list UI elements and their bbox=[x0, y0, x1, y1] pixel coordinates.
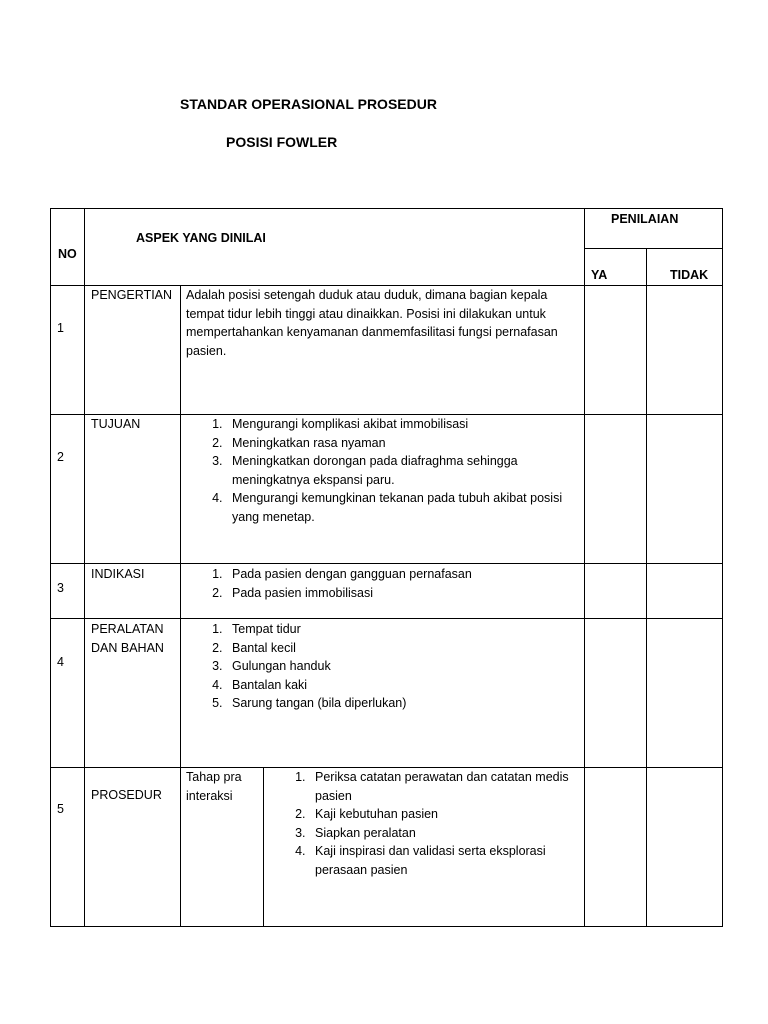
col-divider-no bbox=[84, 208, 85, 927]
list-item: 2. Meningkatkan rasa nyaman bbox=[226, 434, 571, 453]
row-aspect-label: PENGERTIAN bbox=[91, 288, 173, 302]
table-border-right bbox=[722, 208, 723, 927]
header-aspek: ASPEK YANG DINILAI bbox=[136, 231, 266, 245]
row-aspect-label: INDIKASI bbox=[91, 567, 145, 581]
header-divider-penilaian bbox=[584, 248, 723, 249]
list-item: 5. Sarung tangan (bila diperlukan) bbox=[226, 694, 571, 713]
list-item: 4. Kaji inspirasi dan validasi serta eksplorasi perasaan pasien bbox=[309, 842, 594, 879]
row-number: 4 bbox=[57, 655, 64, 669]
list-item: 3. Siapkan peralatan bbox=[309, 824, 594, 843]
list-item: 1. Periksa catatan perawatan dan catatan medis pasien bbox=[309, 768, 594, 805]
indication-list bbox=[204, 565, 571, 602]
list-item: 3. Meningkatkan dorongan pada diafraghma sehingga meningkatnya ekspansi paru. bbox=[226, 452, 571, 489]
document-subtitle: POSISI FOWLER bbox=[226, 134, 338, 150]
list-item: 4. Bantalan kaki bbox=[226, 676, 571, 695]
list-item: 2. Kaji kebutuhan pasien bbox=[309, 805, 594, 824]
list-item: 1. Tempat tidur bbox=[226, 620, 571, 639]
row-aspect-label: PROSEDUR bbox=[91, 788, 162, 802]
definition-text: Adalah posisi setengah duduk atau duduk, dimana bagian kepala tempat tidur lebih tinggi atau dinaikkan. Posisi ini dilakukan untuk mempertahankan kenyamanan danmemfasilitasi fungsi pernafasan pasien. bbox=[186, 288, 558, 358]
header-penilaian: PENILAIAN bbox=[611, 212, 679, 226]
document-title: STANDAR OPERASIONAL PROSEDUR bbox=[180, 96, 437, 112]
row-aspect-label: TUJUAN bbox=[91, 417, 141, 431]
purpose-list bbox=[204, 415, 571, 526]
list-item: 1. Pada pasien dengan gangguan pernafasan bbox=[226, 565, 571, 584]
col-divider-ya-tidak bbox=[646, 248, 647, 927]
header-tidak: TIDAK bbox=[670, 268, 709, 282]
row-divider-3 bbox=[50, 563, 723, 564]
table-border-left bbox=[50, 208, 51, 927]
list-item: 1. Mengurangi komplikasi akibat immobilisasi bbox=[226, 415, 571, 434]
list-item: 4. Mengurangi kemungkinan tekanan pada tubuh akibat posisi yang menetap. bbox=[226, 489, 571, 526]
list-item: 2. Bantal kecil bbox=[226, 639, 571, 658]
list-item: 2. Pada pasien immobilisasi bbox=[226, 584, 571, 603]
row-number: 2 bbox=[57, 450, 64, 464]
table-border-top bbox=[50, 208, 723, 209]
header-ya: YA bbox=[591, 268, 608, 282]
procedure-list bbox=[287, 768, 594, 879]
col-divider-aspect bbox=[180, 285, 181, 927]
row-aspect-label: PERALATAN DAN BAHAN bbox=[91, 622, 164, 655]
row-number: 3 bbox=[57, 581, 64, 595]
equipment-list bbox=[204, 620, 571, 713]
row-number: 5 bbox=[57, 802, 64, 816]
procedure-stage-label: Tahap pra interaksi bbox=[186, 770, 242, 803]
col-divider-stage bbox=[263, 767, 264, 927]
header-no: NO bbox=[58, 247, 77, 261]
list-item: 3. Gulungan handuk bbox=[226, 657, 571, 676]
table-border-bottom bbox=[50, 926, 723, 927]
row-number: 1 bbox=[57, 321, 64, 335]
row-divider-4 bbox=[50, 618, 723, 619]
